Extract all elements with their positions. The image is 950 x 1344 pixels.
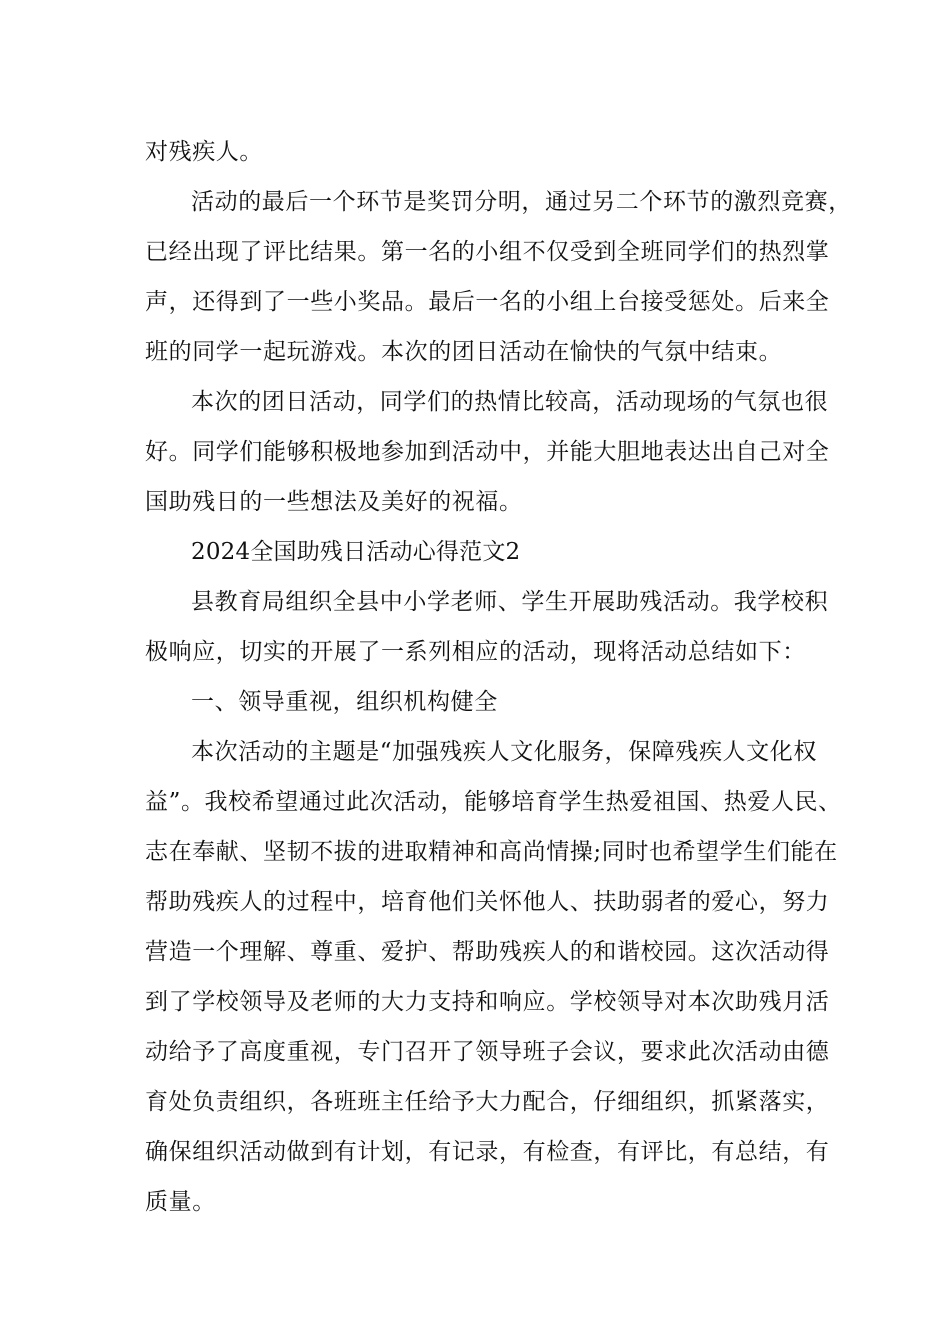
document-body — [145, 127, 852, 1227]
text-line: 班的同学一起玩游戏。本次的团日活动在愉快的气氛中结束。 — [145, 339, 783, 365]
text-line: 到了学校领导及老师的大力支持和响应。学校领导对本次助残月活 — [145, 989, 830, 1015]
text-line: 营造一个理解、尊重、爱护、帮助残疾人的和谐校园。这次活动得 — [145, 939, 830, 965]
text-line: 动给予了高度重视，专门召开了领导班子会议，要求此次活动由德 — [145, 1039, 830, 1065]
text-line: 育处负责组织，各班班主任给予大力配合，仔细组织，抓紧落实， — [145, 1089, 830, 1115]
text-line: 确保组织活动做到有计划，有记录，有检查，有评比，有总结，有 — [145, 1139, 830, 1165]
text-line: 已经出现了评比结果。第一名的小组不仅受到全班同学们的热烈掌 — [145, 239, 830, 265]
paragraph-start-line: 本次的团日活动，同学们的热情比较高，活动现场的气氛也很 — [191, 389, 829, 415]
paragraph-start-line: 活动的最后一个环节是奖罚分明，通过另二个环节的激烈竞赛， — [191, 189, 852, 215]
section-title: 2024全国助残日活动心得范文2 — [191, 539, 521, 565]
text-line: 极响应，切实的开展了一系列相应的活动，现将活动总结如下： — [145, 639, 806, 665]
text-line: 帮助残疾人的过程中，培育他们关怀他人、扶助弱者的爱心，努力 — [145, 889, 830, 915]
paragraph-start-line: 本次活动的主题是“加强残疾人文化服务，保障残疾人文化权 — [191, 739, 817, 765]
text-line: 国助残日的一些想法及美好的祝福。 — [145, 489, 523, 515]
text-line: 志在奉献、坚韧不拔的进取精神和高尚情操;同时也希望学生们能在 — [145, 839, 838, 865]
text-line: 声，还得到了一些小奖品。最后一名的小组上台接受惩处。后来全 — [145, 289, 830, 315]
text-line: 对残疾人。 — [145, 139, 263, 165]
text-line: 好。同学们能够积极地参加到活动中，并能大胆地表达出自己对全 — [145, 439, 830, 465]
subsection-heading: 一、领导重视，组织机构健全 — [191, 689, 498, 715]
paragraph-start-line: 县教育局组织全县中小学老师、学生开展助残活动。我学校积 — [191, 589, 829, 615]
text-line: 质量。 — [145, 1189, 216, 1215]
text-line: 益”。我校希望通过此次活动，能够培育学生热爱祖国、热爱人民、 — [145, 789, 842, 815]
